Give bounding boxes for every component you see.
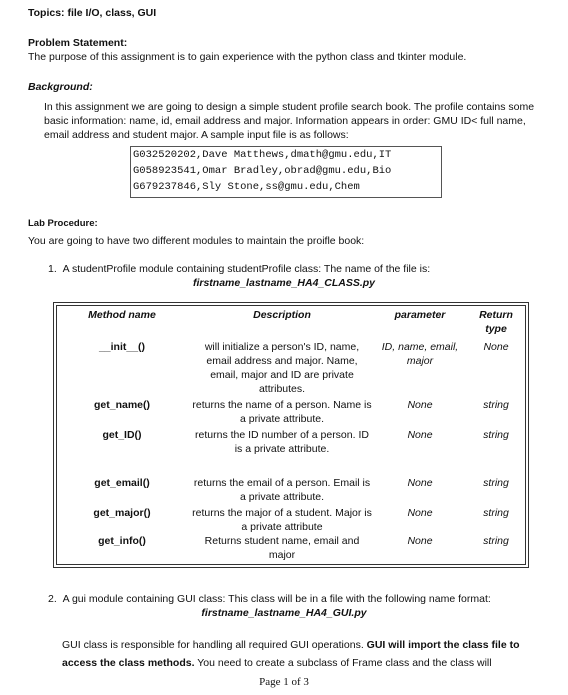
method-parameter: None (407, 535, 433, 547)
method-parameter: None (407, 507, 433, 519)
gui-paragraph-bold: GUI will import the class file to access the class methods. (62, 639, 520, 669)
method-name: get_info() (98, 535, 146, 547)
sample-line: G032520202,Dave Matthews,dmath@gmu.edu,IT (133, 149, 392, 161)
sample-line: G679237846,Sly Stone,ss@gmu.edu,Chem (133, 181, 360, 193)
gui-paragraph (62, 636, 542, 672)
problem-statement-text: The purpose of this assignment is to gain experience with the python class and tkinter module. (28, 51, 467, 63)
class-filename: firstname_lastname_HA4_CLASS.py (192, 277, 376, 289)
list-item-number: 1. (48, 263, 57, 275)
list-item-2 (48, 592, 491, 606)
page-number: Page 1 of 3 (259, 676, 309, 688)
gui-paragraph-text-end: You need to create a subclass of Frame class and the class will (194, 657, 492, 669)
method-description: returns the email of a person. Email is a private attribute. (193, 477, 371, 503)
background-heading: Background: (28, 81, 93, 93)
method-name: get_major() (93, 507, 151, 519)
method-parameter: ID, name, email, major (381, 341, 459, 367)
gui-filename: firstname_lastname_HA4_GUI.py (201, 607, 367, 619)
list-item-text: A gui module containing GUI class: This class will be in a file with the following name format: (62, 593, 491, 605)
topics-line: Topics: file I/O, class, GUI (28, 7, 157, 19)
method-return: string (483, 535, 509, 547)
sample-line: G058923541,Omar Bradley,obrad@gmu.edu,Bio (133, 165, 392, 177)
sample-input-box (130, 146, 442, 198)
method-description: Returns student name, email and major (204, 535, 360, 561)
method-name: get_ID() (102, 429, 142, 441)
background-text: In this assignment we are going to design a simple student profile search book. The profile contains some basic information: name, id, email address and major. Information appears in order: GMU ID< full name, email address and student major. A sample input file is as follows: (44, 101, 535, 141)
method-parameter: None (407, 429, 433, 441)
method-return: string (483, 399, 509, 411)
method-return: string (483, 477, 509, 489)
gui-paragraph-text: GUI class is responsible for handling all required GUI operations. (62, 639, 367, 651)
method-parameter: None (407, 399, 433, 411)
lab-procedure-heading: Lab Procedure: (28, 218, 98, 229)
method-name: get_email() (94, 477, 150, 489)
method-return: string (483, 429, 509, 441)
header-method-name: Method name (88, 309, 156, 321)
problem-statement-heading: Problem Statement: (28, 37, 128, 49)
method-parameter: None (407, 477, 433, 489)
header-description: Description (253, 309, 311, 321)
method-return: None (483, 341, 509, 353)
list-item-number: 2. (48, 593, 57, 605)
method-description: returns the name of a person. Name is a private attribute. (192, 399, 372, 425)
method-description: returns the major of a student. Major is a private attribute (192, 507, 372, 533)
header-parameter: parameter (394, 309, 446, 321)
method-description: returns the ID number of a person. ID is a private attribute. (195, 429, 369, 455)
method-description: will initialize a person's ID, name, email address and major. Name, email, major and ID are private attributes. (204, 341, 360, 395)
method-name: get_name() (93, 399, 150, 411)
method-name: __init__() (98, 341, 146, 353)
list-item-1 (48, 262, 430, 276)
header-return-type: Return type (479, 309, 513, 335)
method-return: string (483, 507, 509, 519)
lab-procedure-text: You are going to have two different modules to maintain the proifle book: (28, 235, 365, 247)
list-item-text: A studentProfile module containing studentProfile class: The name of the file is: (62, 263, 431, 275)
